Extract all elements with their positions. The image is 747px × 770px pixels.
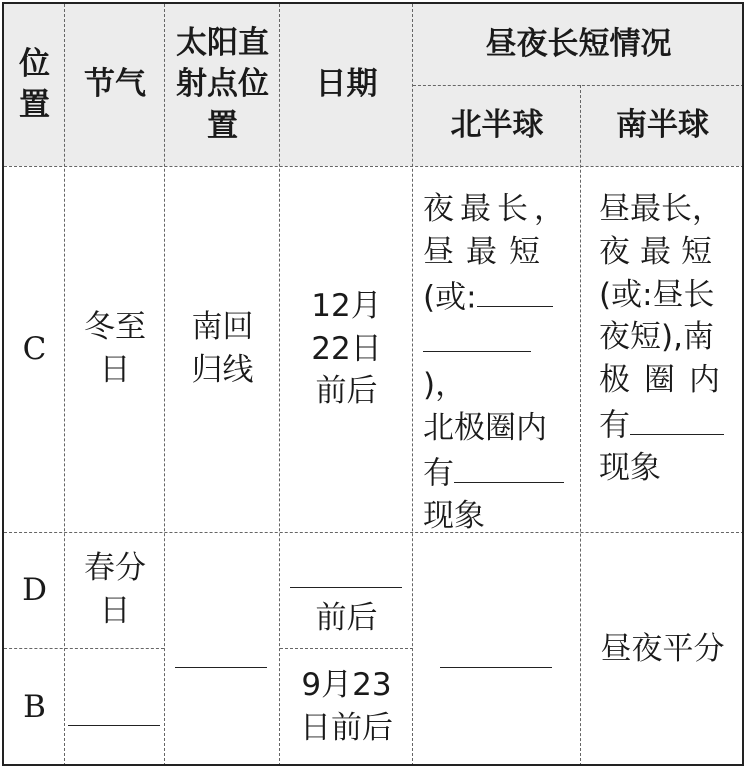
header-day-night: 昼夜长短情况 bbox=[413, 4, 744, 85]
row-b-position: B bbox=[23, 688, 46, 725]
header-south-hemisphere: 南半球 bbox=[581, 85, 744, 166]
north-line-7: 现象 bbox=[423, 498, 485, 534]
south-line-3: (或:昼长 bbox=[599, 276, 715, 313]
row-c-solar-term: 冬至日 bbox=[84, 309, 146, 388]
row-d-solar-term: 春分日 bbox=[84, 550, 146, 629]
row-d-position: D bbox=[22, 571, 47, 608]
header-date: 日期 bbox=[280, 4, 413, 166]
south-day-night-merged: 昼夜平分 bbox=[600, 630, 725, 667]
header-subsolar-point: 太阳直射点位置 bbox=[165, 4, 280, 166]
south-line-5: 极圈内 bbox=[599, 362, 734, 399]
header-position: 位置 bbox=[4, 4, 65, 166]
south-line-2: 夜最短 bbox=[599, 233, 722, 270]
south-line-7: 现象 bbox=[599, 450, 661, 487]
row-c-date: 12月22日前后 bbox=[311, 287, 382, 410]
south-line-4: 夜短),南 bbox=[599, 319, 714, 356]
north-line-4: )， bbox=[423, 367, 467, 404]
header-north-hemisphere: 北半球 bbox=[413, 85, 581, 166]
north-line-6: 有 bbox=[423, 455, 454, 492]
row-b-date: 9月23日前后 bbox=[300, 667, 393, 746]
north-line-5: 北极圈内 bbox=[423, 409, 547, 446]
row-c-position: C bbox=[22, 330, 47, 367]
table-frame bbox=[2, 2, 744, 766]
row-d-date-suffix: 前后 bbox=[315, 599, 378, 636]
row-c-subsolar-point: 南回归线 bbox=[191, 309, 254, 388]
south-line-1: 昼最长， bbox=[599, 191, 723, 227]
north-line-3: (或: bbox=[423, 279, 477, 316]
header-solar-term: 节气 bbox=[65, 4, 165, 166]
north-line-2: 昼最短 bbox=[423, 233, 552, 270]
north-line-1: 夜最长， bbox=[423, 191, 571, 227]
south-line-6: 有 bbox=[599, 407, 630, 444]
